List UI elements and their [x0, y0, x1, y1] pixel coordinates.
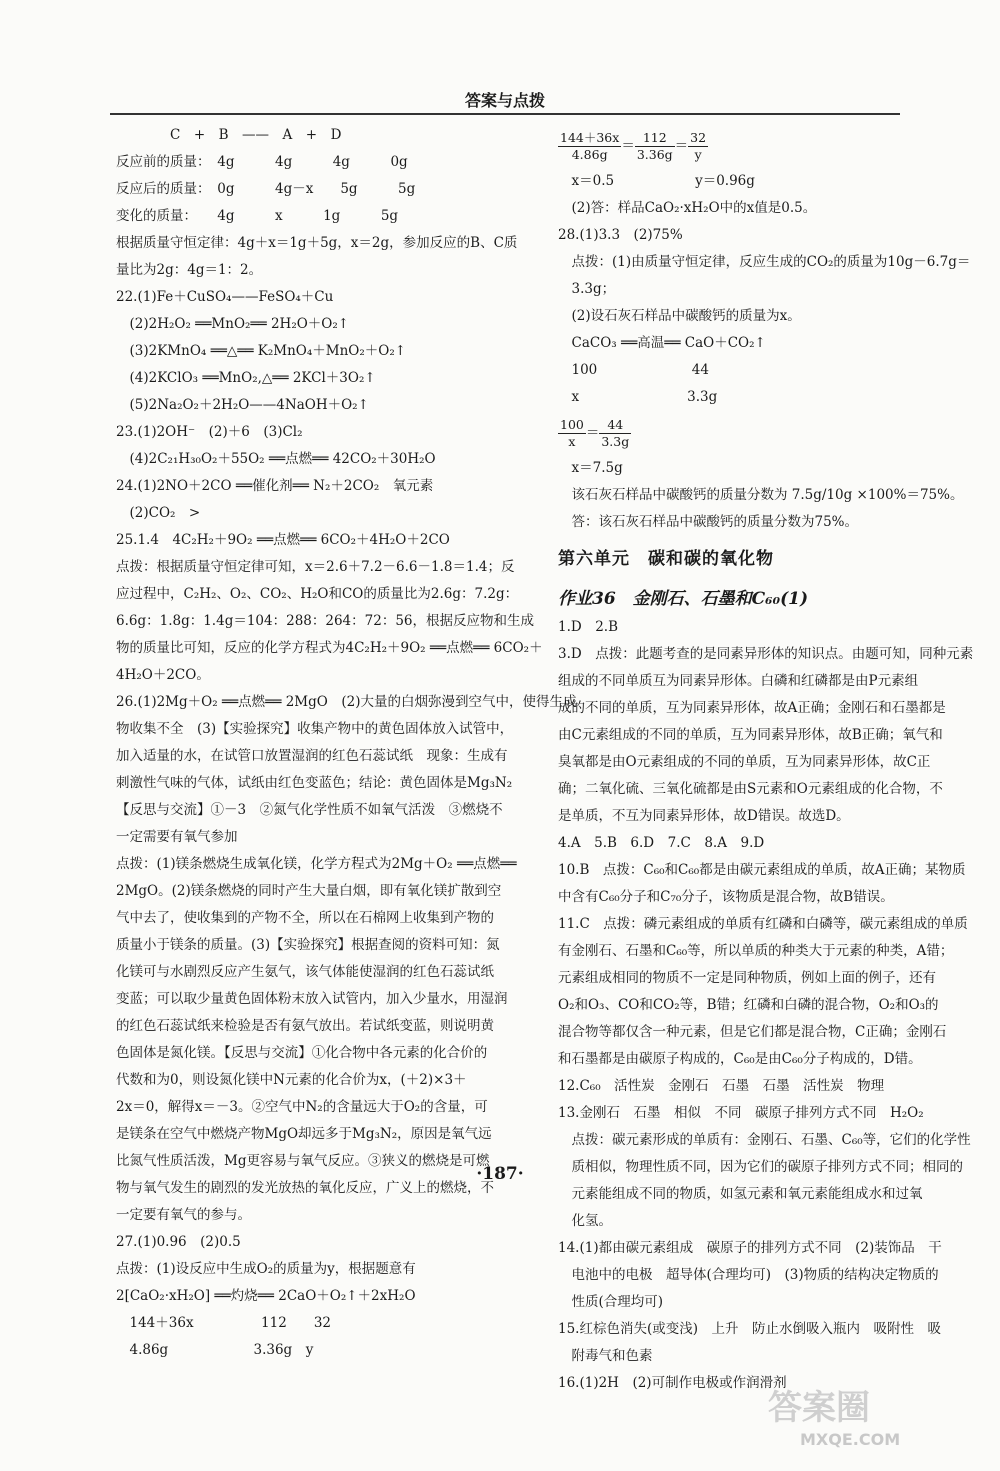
text-line: x 3.3g [558, 389, 718, 405]
right-block-a [558, 168, 971, 411]
watermark-url: MXQE.COM [800, 1430, 901, 1449]
text-line: 1.D 2.B [558, 619, 619, 635]
text-line: 一定要有氧气的参与。 [116, 1207, 251, 1223]
text-line: 成的不同的单质，互为同素异形体，故A正确；金刚石和石墨都是 [558, 700, 946, 716]
text-line: 2MgO。(2)镁条燃烧的同时产生大量白烟，即有氧化镁扩散到空 [116, 883, 502, 899]
text-line: 色固体是氮化镁。【反思与交流】①化合物中各元素的化合价的 [116, 1045, 488, 1061]
text-line: 性质(合理均可) [558, 1294, 664, 1310]
text-line: 26.(1)2Mg＋O₂ ══点燃══ 2MgO (2)大量的白烟弥漫到空气中，使得生成 [116, 694, 577, 710]
text-line: 质量小于镁条的质量。(3)【实验探究】根据查阅的资料可知：氮 [116, 937, 500, 953]
equals-sign: ＝ [674, 137, 689, 154]
text-line: 100 44 [558, 362, 709, 378]
text-line: 4H₂O＋2CO。 [116, 667, 210, 683]
text-line: 中含有C₆₀分子和C₇₀分子，该物质是混合物，故B错误。 [558, 889, 894, 905]
text-line: 10.B 点拨：C₆₀和C₆₀都是由碳元素组成的单质，故A正确；某物质 [558, 862, 966, 878]
text-line: C + B —— A + D [116, 127, 342, 143]
text-line: 元素组成相同的物质不一定是同种物质，例如上面的例子，还有 [558, 970, 936, 986]
right-block-c [558, 614, 974, 1397]
text-line: 点拨：根据质量守恒定律可知，x＝2.6＋7.2－6.6－1.8＝1.4；反 [116, 559, 515, 575]
text-line: (4)2KClO₃ ══MnO₂,△══ 2KCl＋3O₂↑ [116, 370, 376, 386]
text-line: 该石灰石样品中碳酸钙的质量分数为 7.5g/10g ×100%＝75%。 [558, 487, 964, 503]
text-line: 由C元素组成的不同的单质，互为同素异形体，故B正确；氧气和 [558, 727, 943, 743]
text-line: 物的质量比可知，反应的化学方程式为4C₂H₂＋9O₂ ══点燃══ 6CO₂＋ [116, 640, 543, 656]
text-line: 是单质，不互为同素异形体，故D错误。故选D。 [558, 808, 850, 824]
text-line: 混合物等都仅含一种元素，但是它们都是混合物，C正确；金刚石 [558, 1024, 947, 1040]
text-line: (4)2C₂₁H₃₀O₂＋55O₂ ══点燃══ 42CO₂＋30H₂O [116, 451, 436, 467]
right-block-b [558, 455, 964, 536]
text-line: 13.金刚石 石墨 相似 不同 碳原子排列方式不同 H₂O₂ [558, 1105, 924, 1121]
text-line: 物与氧气发生的剧烈的发光放热的氧化反应，广义上的燃烧，不 [116, 1180, 494, 1196]
text-line: 代数和为0，则设氮化镁中N元素的化合价为x，(＋2)×3＋ [116, 1072, 467, 1088]
text-line: 15.红棕色消失(或变浅) 上升 防止水倒吸入瓶内 吸附性 吸 [558, 1321, 942, 1337]
text-line: 25.1.4 4C₂H₂＋9O₂ ══点燃══ 6CO₂＋4H₂O＋2CO [116, 532, 450, 548]
fraction: $\frac{112}{3.36g}$ [636, 129, 673, 162]
text-line: 3.D 点拨：此题考查的是同素异形体的知识点。由题可知，同种元素 [558, 646, 974, 662]
text-line: 变化的质量： 4g x 1g 5g [116, 208, 399, 224]
page-header [110, 85, 900, 115]
text-line: (2)CO₂ > [116, 505, 201, 521]
text-line: 物收集不全 (3)【实验探究】收集产物中的黄色固体放入试管中， [116, 721, 514, 737]
ratio-equation [558, 411, 898, 455]
text-line: x＝0.5 y＝0.96g [558, 173, 755, 189]
text-line: 刺激性气味的气体，试纸由红色变蓝色；结论：黄色固体是Mg₃N₂ [116, 775, 513, 791]
fraction: $\frac{144+36x}{4.86g}$ [560, 129, 620, 162]
text-line: 点拨：碳元素形成的单质有：金刚石、石墨、C₆₀等，它们的化学性 [558, 1132, 971, 1148]
text-line: 16.(1)2H (2)可制作电极或作润滑剂 [558, 1375, 787, 1391]
text-line: 3.3g； [558, 281, 616, 297]
fraction: $\frac{32}{y}$ [690, 129, 707, 162]
text-line: 质相似，物理性质不同，因为它们的碳原子排列方式不同；相同的 [558, 1159, 963, 1175]
text-line: 4.A 5.B 6.D 7.C 8.A 9.D [558, 835, 765, 851]
text-line: 12.C₆₀ 活性炭 金刚石 石墨 石墨 活性炭 物理 [558, 1078, 885, 1094]
text-line: 答：该石灰石样品中碳酸钙的质量分数为75%。 [558, 514, 859, 530]
text-line: 组成的不同单质互为同素异形体。白磷和红磷都是由P元素组 [558, 673, 919, 689]
text-line: 附毒气和色素 [558, 1348, 653, 1364]
text-line: (5)2Na₂O₂＋2H₂O——4NaOH＋O₂↑ [116, 397, 369, 413]
text-line: (2)答：样品CaO₂·xH₂O中的x值是0.5。 [558, 200, 817, 216]
text-line: 电池中的电极 超导体(合理均可) (3)物质的结构决定物质的 [558, 1267, 939, 1283]
mass-ratio-equation [558, 124, 898, 168]
text-line: 加入适量的水，在试管口放置湿润的红色石蕊试纸 现象：生成有 [116, 748, 508, 764]
text-line: 气中去了，使收集到的产物不全，所以在石棉网上收集到产物的 [116, 910, 494, 926]
text-line: 【反思与交流】①－3 ②氮气化学性质不如氧气活泼 ③燃烧不 [116, 802, 503, 818]
text-line: 6.6g：1.8g：1.4g＝104：288：264：72：56，根据反应物和生成 [116, 613, 534, 629]
text-line: 点拨：(1)由质量守恒定律，反应生成的CO₂的质量为10g－6.7g＝ [558, 254, 971, 270]
text-line: CaCO₃ ══高温══ CaO＋CO₂↑ [558, 335, 766, 351]
text-line: 一定需要有氧气参加 [116, 829, 238, 845]
text-line: 4.86g 3.36g y [116, 1342, 314, 1358]
text-line: 点拨：(1)镁条燃烧生成氧化镁，化学方程式为2Mg＋O₂ ══点燃══ [116, 856, 517, 872]
equals-sign: ＝ [585, 424, 600, 441]
text-line: 2x＝0，解得x＝－3。②空气中N₂的含量远大于O₂的含量，可 [116, 1099, 488, 1115]
text-line: O₂和O₃、CO和CO₂等，B错；红磷和白磷的混合物，O₂和O₃的 [558, 997, 939, 1013]
text-line: (2)设石灰石样品中碳酸钙的质量为x。 [558, 308, 801, 324]
fraction: $\frac{44}{3.3g}$ [601, 416, 630, 449]
text-line: 27.(1)0.96 (2)0.5 [116, 1234, 241, 1250]
text-line: 有金刚石、石墨和C₆₀等，所以单质的种类大于元素的种类，A错； [558, 943, 954, 959]
text-line: 2[CaO₂·xH₂O] ══灼烧══ 2CaO＋O₂↑＋2xH₂O [116, 1288, 416, 1304]
text-line: 的红色石蕊试纸来检验是否有氨气放出。若试纸变蓝，则说明黄 [116, 1018, 494, 1034]
homework-title: 作业36 金刚石、石墨和C₆₀(1) [558, 589, 808, 609]
text-line: 根据质量守恒定律：4g＋x＝1g＋5g，x＝2g，参加反应的B、C质 [116, 235, 518, 251]
text-line: 量比为2g：4g＝1：2。 [116, 262, 263, 278]
text-line: x＝7.5g [558, 460, 623, 476]
text-line: 14.(1)都由碳元素组成 碳原子的排列方式不同 (2)装饰品 干 [558, 1240, 942, 1256]
text-line: 反应前的质量： 4g 4g 4g 0g [116, 154, 408, 170]
text-line: 是镁条在空气中燃烧产物MgO却远多于Mg₃N₂，原因是氧气远 [116, 1126, 492, 1142]
right-column [558, 124, 971, 536]
text-line: 24.(1)2NO＋2CO ══催化剂══ N₂＋2CO₂ 氧元素 [116, 478, 434, 494]
fraction: $\frac{100}{x}$ [560, 416, 584, 449]
text-line: 元素能组成不同的物质，如氢元素和氧元素能组成水和过氧 [558, 1186, 923, 1202]
text-line: 点拨：(1)设反应中生成O₂的质量为y，根据题意有 [116, 1261, 416, 1277]
unit-title: 第六单元 碳和碳的氧化物 [558, 549, 774, 569]
text-line: 23.(1)2OH⁻ (2)＋6 (3)Cl₂ [116, 424, 303, 440]
text-line: 比氮气性质活泼，Mg更容易与氧气反应。③狭义的燃烧是可燃 [116, 1153, 490, 1169]
text-line: 反应后的质量： 0g 4g－x 5g 5g [116, 181, 416, 197]
text-line: 28.(1)3.3 (2)75% [558, 227, 683, 243]
page-number: ·187· [476, 1164, 524, 1184]
text-line: (2)2H₂O₂ ══MnO₂══ 2H₂O＋O₂↑ [116, 316, 350, 332]
equals-sign: ＝ [621, 137, 635, 154]
text-line: 臭氧都是由O元素组成的不同的单质，互为同素异形体，故C正 [558, 754, 931, 770]
header-title: 答案与点拨 [464, 91, 545, 110]
text-line: (3)2KMnO₄ ══△══ K₂MnO₄＋MnO₂＋O₂↑ [116, 343, 407, 359]
text-line: 确；二氧化硫、三氧化硫都是由S元素和O元素组成的化合物，不 [558, 781, 943, 797]
text-line: 化镁可与水剧烈反应产生氨气，该气体能使湿润的红色石蕊试纸 [116, 964, 494, 980]
text-line: 22.(1)Fe＋CuSO₄——FeSO₄＋Cu [116, 289, 334, 305]
text-line: 变蓝；可以取少量黄色固体粉末放入试管内，加入少量水，用湿润 [116, 991, 508, 1007]
text-line: 和石墨都是由碳原子构成的，C₆₀是由C₆₀分子构成的，D错。 [558, 1051, 922, 1067]
text-line: 144＋36x 112 32 [116, 1315, 332, 1331]
text-line: 应过程中，C₂H₂、O₂、CO₂、H₂O和CO的质量比为2.6g：7.2g： [116, 586, 519, 602]
text-line: 11.C 点拨：磷元素组成的单质有红磷和白磷等，碳元素组成的单质 [558, 916, 968, 932]
text-line: 化氢。 [558, 1213, 612, 1229]
watermark: 答案圈 [768, 1388, 870, 1428]
